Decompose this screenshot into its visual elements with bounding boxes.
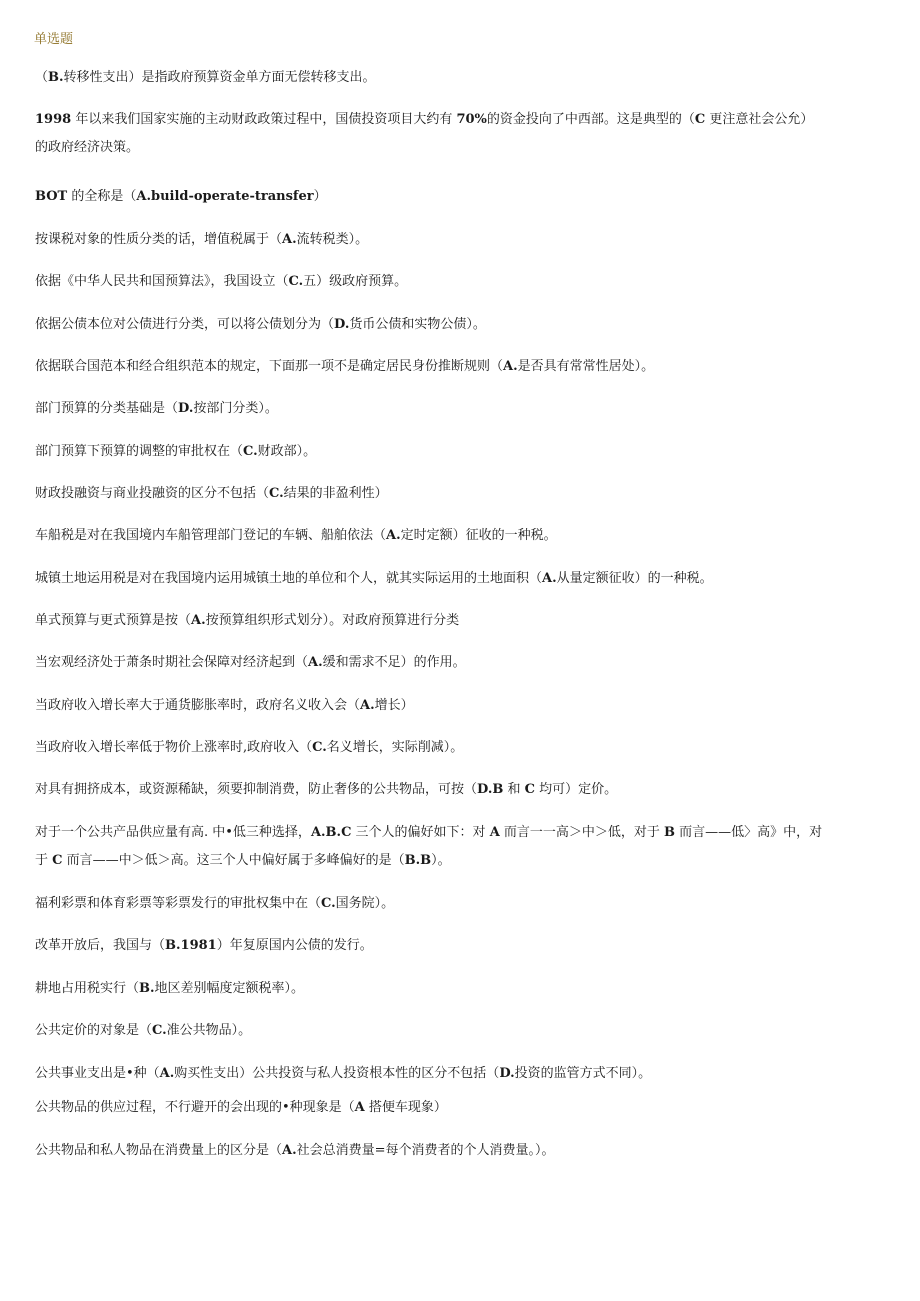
question-14: 当宏观经济处于萧条时期社会保障对经济起到（A.缓和需求不足）的作用。 — [35, 655, 466, 670]
section-title: 单选题 — [34, 32, 74, 47]
question-5: 依据《中华人民共和国预算法》，我国设立（C.五）级政府预算。 — [35, 274, 408, 289]
question-7: 依据联合国范本和经合组织范本的规定，下面那一项不是确定居民身份推断规则（A.是否具有常常性居处）。 — [35, 359, 655, 374]
question-23: 公共事业支出是•种（A.购买性支出）公共投资与私人投资根本性的区分不包括（D.投资的监管方式不同）。 — [35, 1066, 652, 1081]
question-10: 财政投融资与商业投融资的区分不包括（C.结果的非盈利性） — [35, 486, 388, 501]
question-6: 依据公债本位对公债进行分类，可以将公债划分为（D.货币公债和实物公债）。 — [35, 317, 486, 332]
question-21: 耕地占用税实行（B.地区差别幅度定额税率）。 — [35, 981, 305, 996]
question-12: 城镇土地运用税是对在我国境内运用城镇土地的单位和个人，就其实际运用的土地面积（A.从量定额征收）的一种税。 — [35, 571, 713, 586]
question-11: 车船税是对在我国境内车船管理部门登记的车辆、船舶依法（A.定时定额）征收的一种税。 — [35, 528, 557, 543]
question-16: 当政府收入增长率低于物价上涨率时,政府收入（C.名义增长，实际削减）。 — [35, 740, 464, 755]
question-24: 公共物品的供应过程，不行避开的会出现的•种现象是（A 搭便车现象） — [35, 1100, 447, 1115]
question-20: 改革开放后，我国与（B.1981）年复原国内公债的发行。 — [35, 938, 373, 953]
question-19: 福利彩票和体育彩票等彩票发行的审批权集中在（C.国务院）。 — [35, 896, 395, 911]
question-22: 公共定价的对象是（C.准公共物品）。 — [35, 1023, 252, 1038]
question-1: （B.转移性支出）是指政府预算资金单方面无偿转移支出。 — [35, 70, 376, 85]
question-18: 对于一个公共产品供应量有高. 中•低三种选择，A.B.C 三个人的偏好如下：对 A 而言一一高＞中＞低，对于 B 而言——低〉高》中，对于 C 而言——中＞低＞高。这三个人中偏好属于多峰偏好的是（B.B）。 — [35, 825, 823, 868]
question-9: 部门预算下预算的调整的审批权在（C.财政部）。 — [35, 444, 317, 459]
question-15: 当政府收入增长率大于通货膨胀率时，政府名义收入会（A.增长） — [35, 698, 414, 713]
question-4: 按课税对象的性质分类的话，增值税属于（A.流转税类）。 — [35, 232, 369, 247]
question-2: 1998 年以来我们国家实施的主动财政政策过程中，国债投资项目大约有 70%的资金投向了中西部。这是典型的（C 更注意社会公允）的政府经济决策。 — [35, 112, 814, 155]
question-17: 对具有拥挤成本，或资源稀缺，须要抑制消费，防止奢侈的公共物品，可按（D.B 和 C 均可）定价。 — [35, 782, 618, 797]
question-25: 公共物品和私人物品在消费量上的区分是（A.社会总消费量=每个消费者的个人消费量。）。 — [35, 1143, 555, 1158]
question-8: 部门预算的分类基础是（D.按部门分类）。 — [35, 401, 278, 416]
question-13: 单式预算与更式预算是按（A.按预算组织形式划分）。对政府预算进行分类 — [35, 613, 460, 628]
question-3: BOT 的全称是（A.build-operate-transfer） — [35, 189, 327, 204]
